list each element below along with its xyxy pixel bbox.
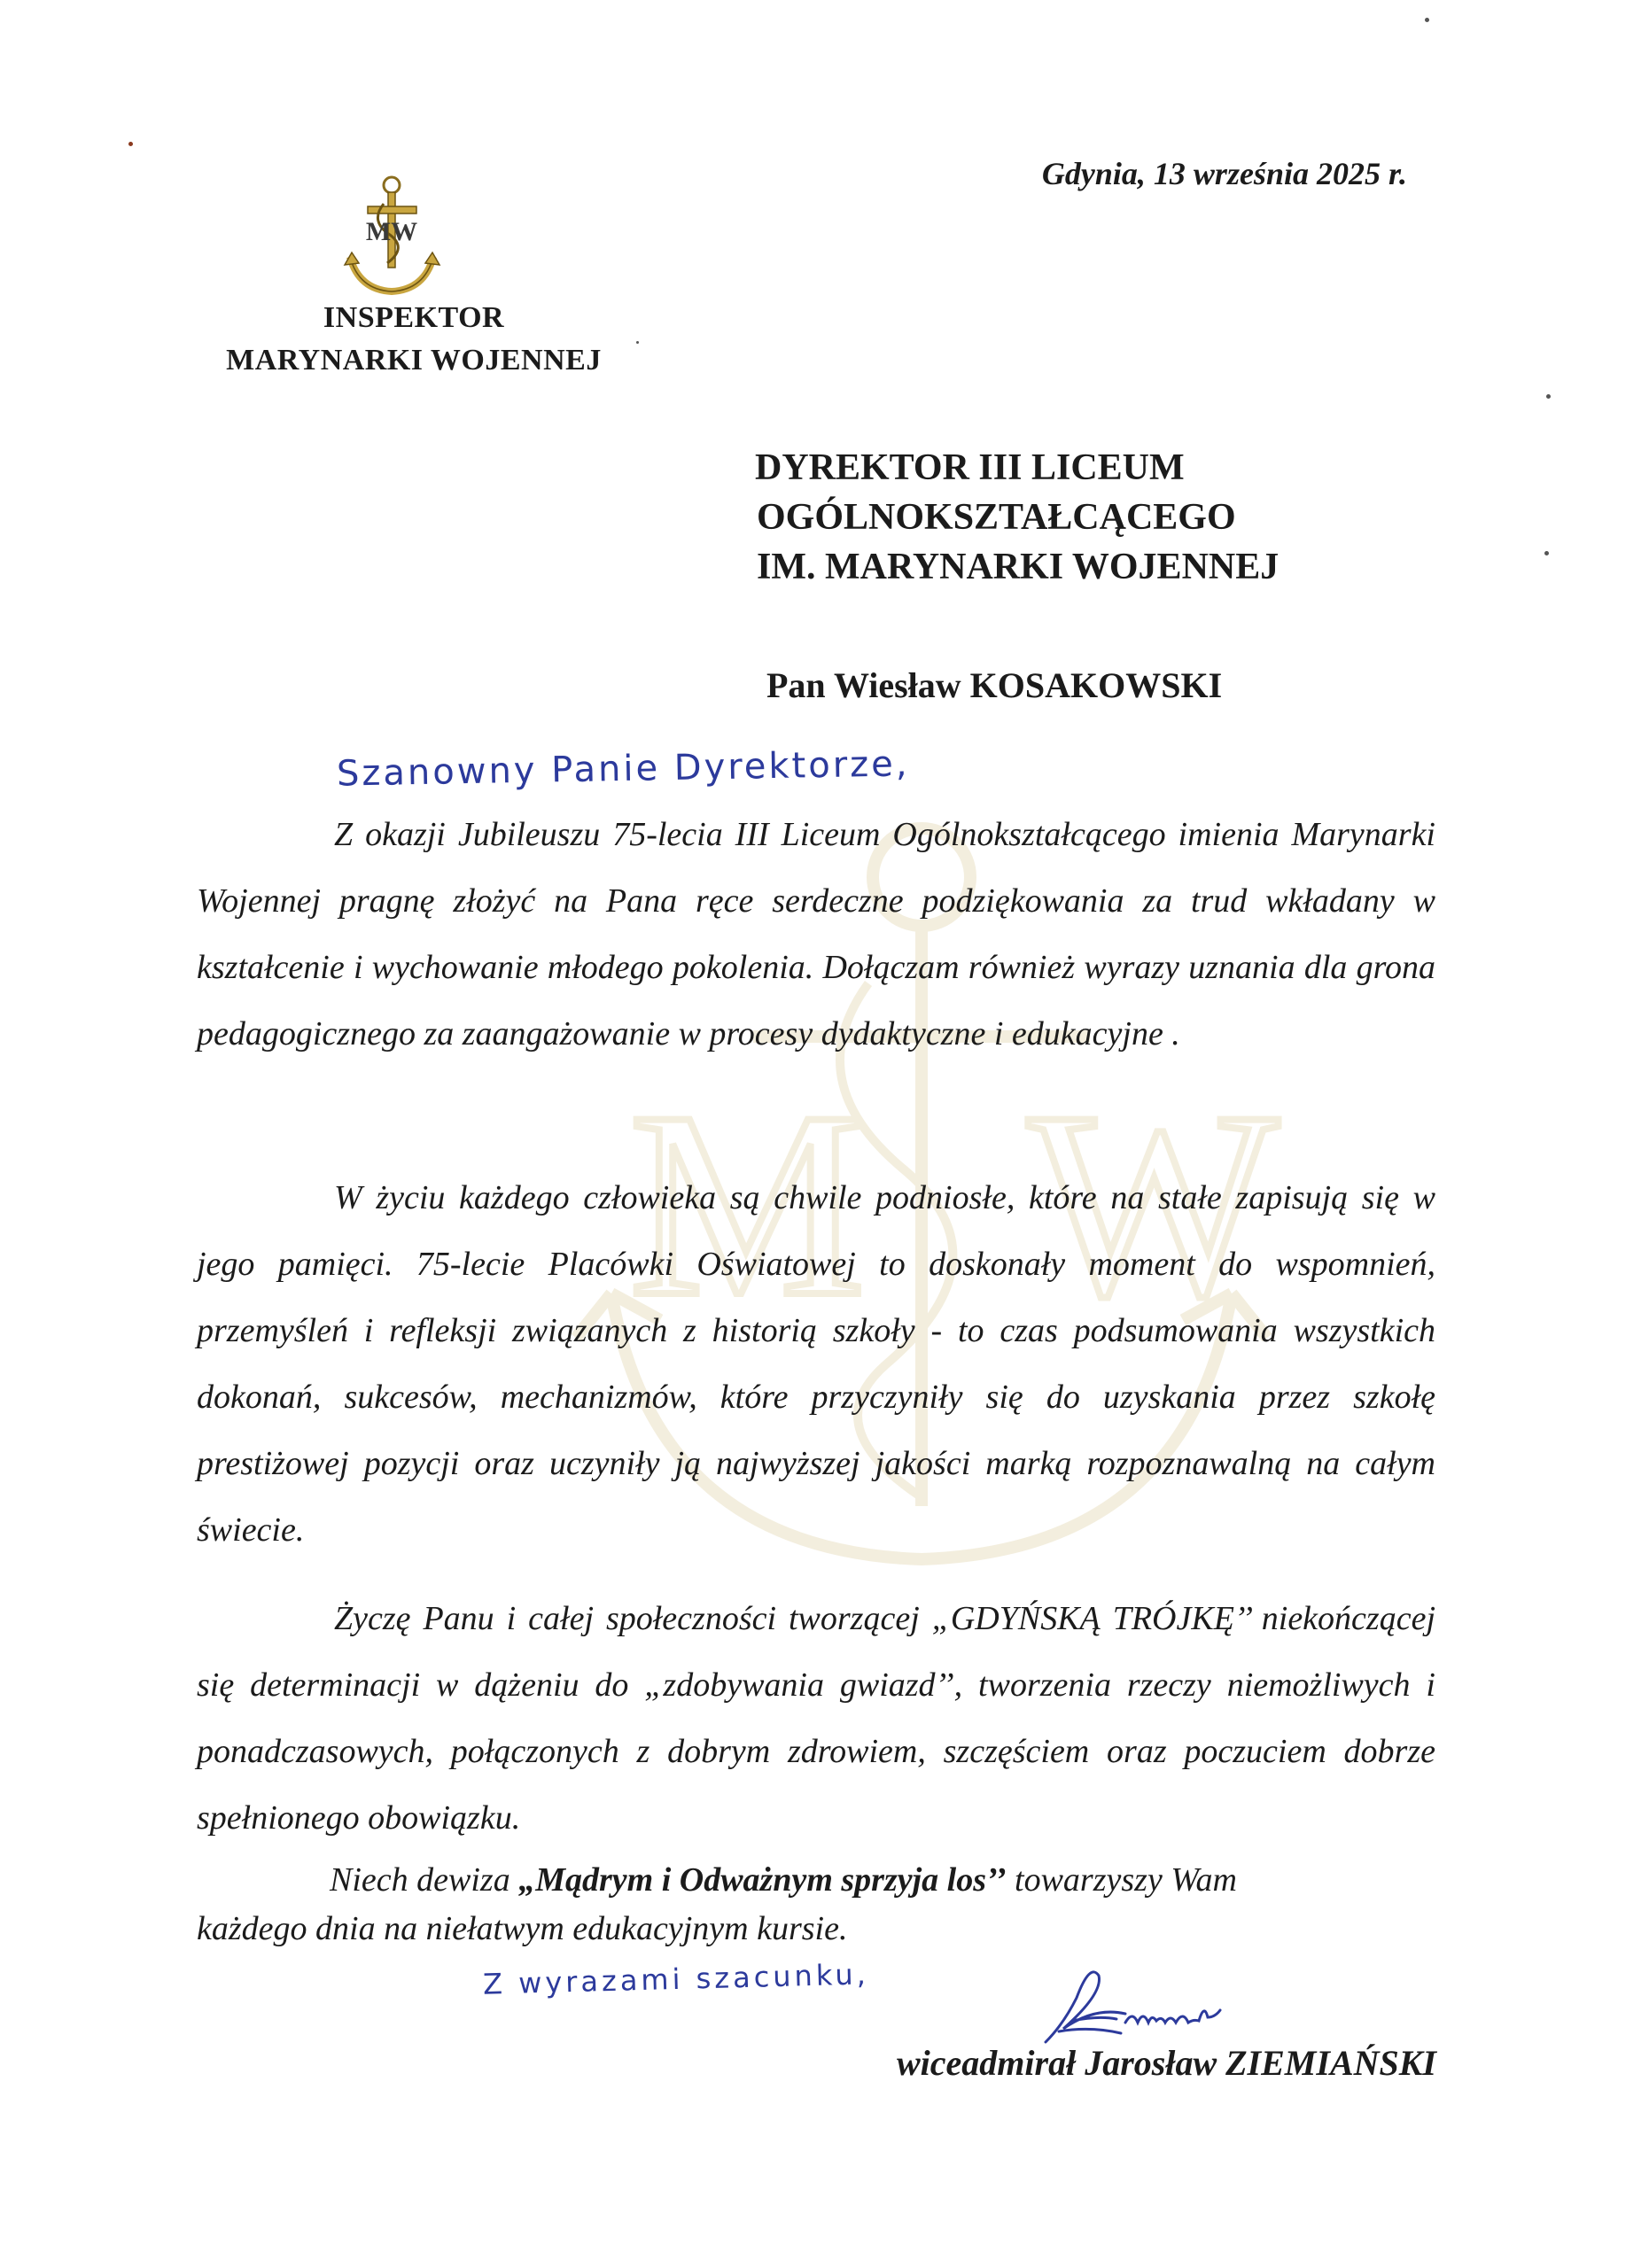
scan-speck (128, 142, 133, 146)
motto-prefix: Niech dewiza (330, 1861, 519, 1899)
handwritten-closing: Z wyrazami szacunku, (482, 1957, 870, 2001)
signer-name (897, 2042, 1436, 2084)
motto-suffix: towarzyszy Wam (1006, 1861, 1237, 1899)
scan-speck (1546, 394, 1551, 399)
handwritten-greeting: Szanowny Panie Dyrektorze, (336, 743, 910, 795)
body-paragraph-2: W życiu każdego człowieka są chwile podniosłe, które na stałe zapisują się w jego pamięci. 75-lecie Placówki Oświatowej to doskonały moment do wspomnień, przemyśleń i refleksji związanych z historią szkoły - to czas podsumowania wszystkich dokonań, sukcesów, mechanizmów, które przyczyniły się do uzyskania przez szkołę prestiżowej pozycji oraz uczyniły ją najwyższej jakości marką rozpoznawalną na całym świecie. (197, 1179, 1435, 1549)
handwritten-signature (1010, 1945, 1294, 2055)
body-paragraph-1: Z okazji Jubileuszu 75-lecia III Liceum Ogólnokształcącego imienia Marynarki Wojennej pragnę złożyć na Pana ręce serdeczne podziękowania za trud wkładany w kształcenie i wychowanie młodego pokolenia. Dołączam również wyrazy uznania dla grona pedagogicznego za zaangażowanie w procesy dydaktyczne i edukacyjne . (197, 816, 1435, 1052)
scan-speck (1544, 551, 1549, 555)
signer-surname: ZIEMIAŃSKI (1225, 2043, 1436, 2083)
sender-institution: MARYNARKI WOJENNEJ (226, 344, 602, 377)
recipient-surname: KOSAKOWSKI (969, 665, 1223, 705)
letter-date: Gdynia, 13 września 2025 r. (1041, 156, 1407, 191)
motto-line-2: każdego dnia na niełatwym edukacyjnym kursie. (197, 1910, 848, 1947)
recipient-name-prefix: Pan Wiesław (766, 665, 970, 705)
emblem-letters: MW (365, 217, 418, 246)
recipient-line-1: DYREKTOR III LICEUM (755, 447, 1185, 488)
signer-rank: wiceadmirał Jarosław (896, 2043, 1226, 2083)
body-paragraph-3: Życzę Panu i całej społeczności tworzącej „GDYŃSKĄ TRÓJKĘ’’ niekończącej się determinacji w dążeniu do „zdobywania gwiazd’’, tworzenia rzeczy niemożliwych i ponadczasowych, połączonych z dobrym zdrowiem, szczęściem oraz poczuciem dobrze spełnionego obowiązku. (197, 1600, 1435, 1837)
sender-block (197, 297, 631, 382)
motto-paragraph (197, 1856, 1437, 1953)
recipient-line-3: IM. MARYNARKI WOJENNEJ (757, 547, 1280, 587)
svg-text:W: W (1028, 1057, 1280, 1351)
motto-text: „Mądrym i Odważnym sprzyja los’’ (518, 1861, 1007, 1899)
anchor-emblem-icon (341, 173, 443, 297)
sender-title: INSPEKTOR (323, 301, 505, 334)
recipient-block (755, 443, 1279, 592)
recipient-name (766, 664, 1222, 706)
svg-text:M: M (629, 1057, 866, 1351)
scan-speck (636, 341, 639, 344)
scan-speck (1425, 18, 1429, 22)
recipient-line-2: OGÓLNOKSZTAŁCĄCEGO (757, 497, 1236, 538)
